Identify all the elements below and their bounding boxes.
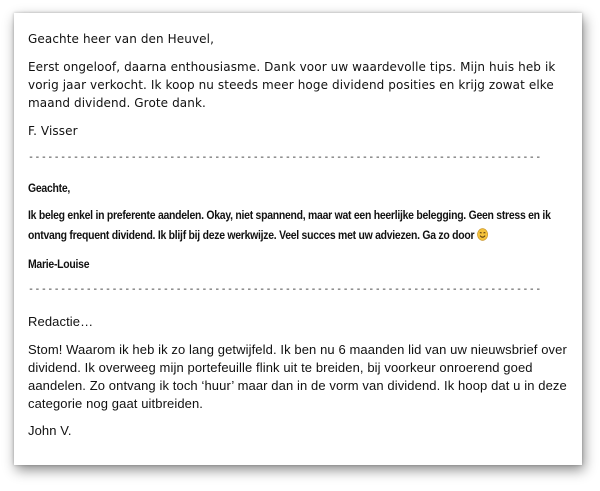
divider-1: -------------------------------------------------------------------------------- [28, 152, 542, 163]
smiling-face-icon [477, 228, 488, 241]
divider-2: -------------------------------------------------------------------------------- [28, 284, 542, 295]
letter1-body: Eerst ongeloof, daarna enthousiasme. Dank voor uw waardevolle tips. Mijn huis heb ik vorig jaar verkocht. Ik koop nu steeds meer hoge dividend posities en krijg zowat elke maand dividend. Grote dank. [28, 60, 556, 110]
testimonial-sheet [14, 13, 582, 465]
letter2-body-wrap [28, 205, 576, 245]
letter3-body: Stom! Waarom ik heb ik zo lang getwijfeld. Ik ben nu 6 maanden lid van uw nieuwsbrief over dividend. Ik overweeg mijn portefeuille flink uit te breiden, bij voorkeur onroerend goed aandelen. Zo ontvang ik toch ‘huur’ maar dan in de vorm van dividend. Ik hoop dat u in deze categorie nog gaat uitbreiden. [28, 342, 567, 411]
letter1-signature: F. Visser [28, 124, 78, 138]
letter2-greeting: Geachte, [28, 181, 71, 195]
letter1-greeting: Geachte heer van den Heuvel, [28, 32, 214, 46]
letter2-body: Ik beleg enkel in preferente aandelen. Okay, niet spannend, maar wat een heerlijke belegging. Geen stress en ik ontvang frequent dividend. Ik blijf bij deze werkwijze. Veel succes met uw adviezen. Ga zo door [28, 208, 551, 242]
letter3-signature: John V. [28, 423, 72, 438]
letter2-signature: Marie-Louise [28, 257, 90, 271]
letter3-greeting: Redactie… [28, 314, 94, 329]
